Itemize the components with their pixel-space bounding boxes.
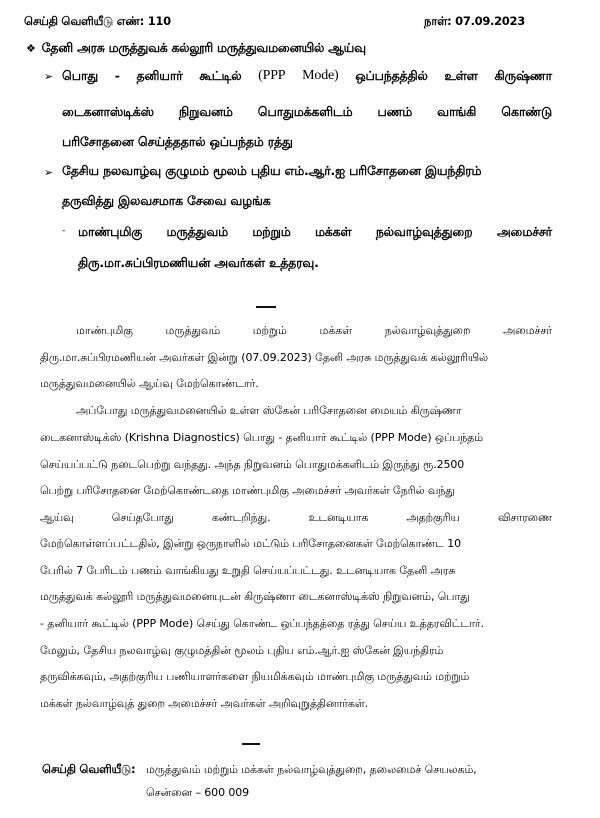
word: ஆய்வு	[40, 511, 74, 524]
separator-bottom	[242, 743, 260, 745]
word: மற்றும்	[252, 224, 291, 239]
word: கூட்டில்	[199, 68, 242, 83]
dash-bullet-icon: -	[62, 226, 66, 236]
word: அமைச்சர்	[503, 324, 552, 337]
point-1-line-3: பரிசோதனை செய்த்ததால் ஒப்பந்தம் ரத்து	[62, 134, 293, 149]
paragraph-1-line-3: மருத்துவமனையில் ஆய்வு மேற்கொண்டார்.	[40, 377, 259, 390]
word: செய்தபோது	[111, 511, 174, 524]
word: -	[114, 68, 120, 83]
word: மக்கள்	[319, 324, 352, 337]
paragraph-2-line-6: மேற்கொள்ளப்பட்டதில், இன்று ஒருநாளில் மட்டும் பரிசோதனைகள் மேற்கொண்ட 10	[40, 537, 461, 550]
word: கண்டறிந்து.	[211, 511, 271, 524]
paragraph-2-line-2: டைகனாஸ்டிக்ஸ் (Krishna Diagnostics) பொது - தனியார் கூட்டில் (PPP Mode) ஒப்பந்தம்	[40, 431, 483, 444]
paragraph-1-line-2: திரு.மா.சுப்பிரமணியன் அவர்கள் இன்று (07.09.2023) தேனி அரசு மருத்துவக் கல்லூரியில்	[40, 351, 489, 364]
paragraph-2-line-10: மேலும், தேசிய நலவாழ்வு குழுமத்தின் மூலம் புதிய எம்.ஆர்.ஐ ஸ்கேன் இயந்திரம்	[40, 644, 444, 657]
word: டைகனாஸ்டிக்ஸ்	[62, 104, 154, 119]
word: உடனடியாக	[308, 511, 369, 524]
word: மாண்புமிகு	[78, 224, 143, 239]
word: Mode)	[302, 68, 339, 83]
arrow-bullet-icon: ➢	[44, 166, 54, 179]
release-number: செய்தி வெளியீடு எண்: 110	[24, 14, 171, 28]
word: (PPP	[258, 68, 286, 83]
paragraph-2-line-12: மக்கள் நல்வாழ்வுத் துறை அமைச்சர் அவர்கள் அறிவுறுத்தினார்கள்.	[40, 697, 369, 710]
word: மற்றும்	[252, 324, 287, 337]
paragraph-1-line-1	[76, 324, 552, 339]
headline-title: தேனி அரசு மருத்துவக் கல்லூரி மருத்துவமனையில் ஆய்வு	[41, 40, 366, 55]
word: மருத்துவம்	[166, 224, 228, 239]
paragraph-2-line-3: செய்யப்பட்டு நடைபெற்று வந்தது. அந்த நிறுவனம் பொதுமக்களிடம் இருந்து ரூ.2500	[40, 458, 465, 471]
word: மாண்புமிகு	[76, 324, 133, 337]
footer-label: செய்தி வெளியீடு:	[42, 762, 136, 776]
word: நிறுவனம்	[178, 104, 233, 119]
word: உள்ள	[444, 68, 478, 83]
point-1-line-2	[62, 104, 552, 121]
word: நல்வாழ்வுத்துறை	[375, 224, 473, 239]
release-date: நாள்: 07.09.2023	[424, 14, 525, 28]
word: பொது	[62, 68, 99, 83]
paragraph-2-line-7: பேரில் 7 பேரிடம் பணம் வாங்கியது உறுதி செய்யப்பட்டது. உடனடியாக தேனி அரசு	[40, 564, 456, 577]
word: கிருஷ்ணா	[494, 68, 552, 83]
point-3-line-1	[78, 224, 552, 241]
headline	[26, 40, 366, 57]
diamond-bullet-icon: ❖	[26, 42, 36, 55]
word: பணம்	[377, 104, 413, 119]
word: நல்வாழ்வுத்துறை	[384, 324, 471, 337]
paragraph-2-line-11: தருவிக்கவும், அதற்குரிய பணியாளர்களை நியமிக்கவும் மாண்புமிகு மருத்துவம் மற்றும்	[40, 670, 470, 683]
word: விசாரணை	[497, 511, 552, 524]
point-3-line-2: திரு.மா.சுப்பிரமணியன் அவர்கள் உத்தரவு.	[78, 255, 319, 270]
word: அதற்குரிய	[406, 511, 460, 524]
word: வாங்கி	[437, 104, 477, 119]
word: பொதுமக்களிடம்	[257, 104, 353, 119]
word: மக்கள்	[314, 224, 352, 239]
word: அமைச்சர்	[496, 224, 552, 239]
point-2-line-2: தருவித்து இலவசமாக சேவை வழங்க	[62, 193, 271, 208]
word: மருத்துவம்	[165, 324, 221, 337]
footer-address-line-2: சென்னை – 600 009	[146, 786, 250, 799]
arrow-bullet-icon: ➢	[44, 70, 54, 83]
point-2-line-1: தேசிய நலவாழ்வு குழுமம் மூலம் புதிய எம்.ஆர்.ஐ பரிசோதனை இயந்திரம்	[62, 163, 482, 178]
separator-top	[256, 306, 276, 308]
word: தனியார்	[136, 68, 183, 83]
paragraph-2-line-5	[40, 511, 552, 526]
point-1-line-1	[62, 68, 552, 85]
word: கொண்டு	[501, 104, 552, 119]
paragraph-2-line-4: பெற்று பரிசோதனை மேற்கொண்டதை மாண்புமிகு அமைச்சர் அவர்கள் நேரில் வந்து	[40, 484, 455, 497]
paragraph-2-line-1: அப்போது மருத்துவமனையில் உள்ள ஸ்கேன் பரிசோதனை மையம் கிருஷ்ணா	[76, 404, 462, 417]
paragraph-2-line-9: - தனியார் கூட்டில் (PPP Mode) செய்து கொண்ட ஒப்பந்தத்தை ரத்து செய்ய உத்தரவிட்டார்.	[40, 617, 484, 630]
footer-address-line-1: மருத்துவம் மற்றும் மக்கள் நல்வாழ்வுத்துறை, தலைமைச் செயலகம்,	[146, 763, 477, 776]
paragraph-2-line-8: மருத்துவக் கல்லூரி மருத்துவமனையுடன் கிருஷ்ணா டைகனாஸ்டிக்ஸ் நிறுவனம், பொது	[40, 590, 470, 603]
word: ஒப்பந்தத்தில்	[355, 68, 428, 83]
